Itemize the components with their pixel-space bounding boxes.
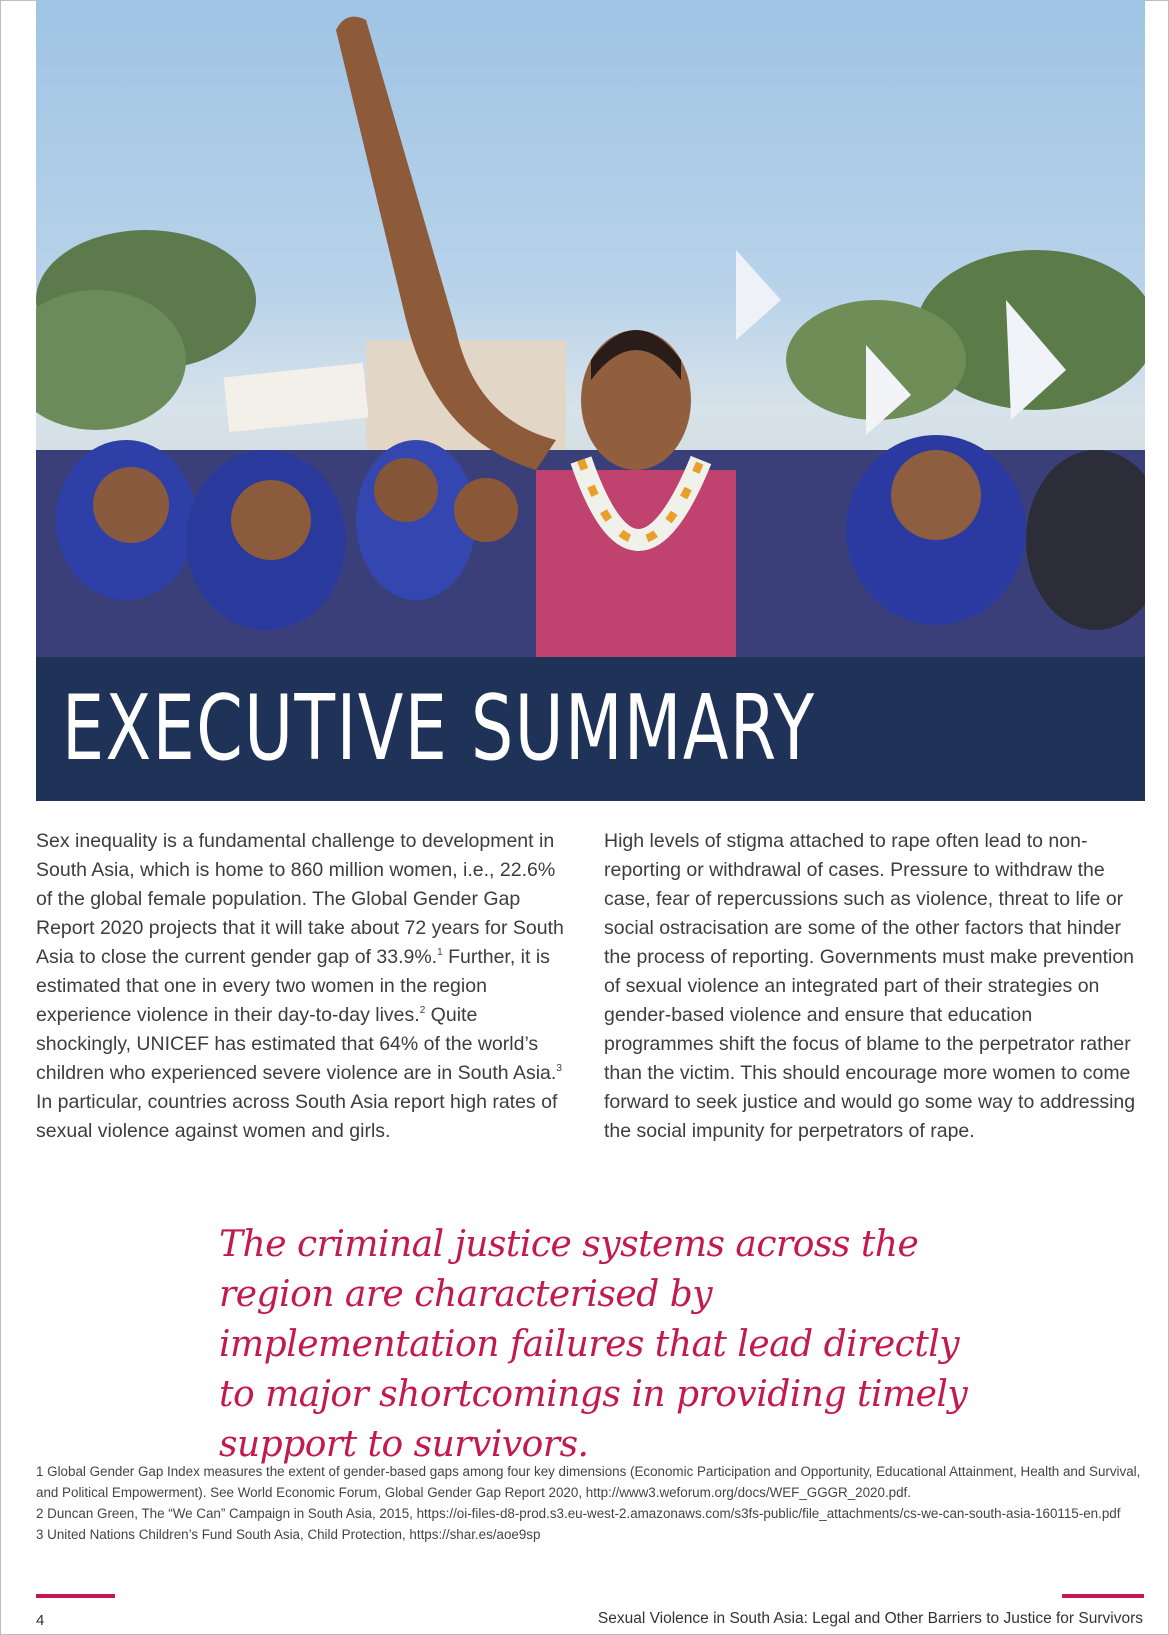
body-right-column: High levels of stigma attached to rape often lead to non-reporting or withdrawal of cases. Pressure to withdraw the case, fear of repercussions such as violence, threat to life or social ostracisation are some of the other factors that hinder the process of reporting. Governments must make prevention of sexual violence an integrated part of their strategies on gender-based violence and ensure that education programmes shift the focus of blame to the perpetrator rather than the victim. This should encourage more women to come forward to seek justice and would go some way to addressing the social impunity for perpetrators of rape. bbox=[604, 830, 1136, 1142]
footnotes bbox=[36, 1461, 1151, 1545]
pull-quote: The criminal justice systems across the region are characterised by implementation failures that lead directly to major shortcomings in providing timely support to survivors. bbox=[219, 1224, 968, 1465]
footer-rule-right bbox=[1062, 1594, 1144, 1598]
footnote-ref[interactable]: 2 bbox=[419, 1005, 426, 1016]
footnote-3: 3 United Nations Children’s Fund South Asia, Child Protection, https://shar.es/aoe9sp bbox=[36, 1527, 541, 1542]
body-text: Sex inequality is a fundamental challenge to development in South Asia, which is home to 860 million women, i.e., 22.6% of the global female population. The Global Gender Gap Report 2020 projects that it will take about 72 years for South Asia to close the current gender gap of 33.9%. bbox=[36, 830, 564, 968]
protest-illustration bbox=[36, 0, 1145, 657]
face-1 bbox=[93, 467, 169, 543]
face-3 bbox=[374, 458, 438, 522]
page-title: EXECUTIVE SUMMARY bbox=[62, 676, 816, 781]
footnote-ref[interactable]: 3 bbox=[556, 1063, 562, 1074]
footnote-1: 1 Global Gender Gap Index measures the extent of gender-based gaps among four key dimensions (Economic Participation and Opportunity, Educational Attainment, Health and Survival, and Political Empowerment). See World Economic Forum, Global Gender Gap Report 2020, http://www3.weforum.org/docs/WEF_GGGR_2020.pdf. bbox=[36, 1464, 1141, 1500]
face-5 bbox=[891, 450, 981, 540]
footnote-ref[interactable]: 1 bbox=[437, 947, 443, 958]
protest-photo bbox=[36, 0, 1145, 657]
face-4 bbox=[454, 478, 518, 542]
placard bbox=[224, 363, 369, 432]
body-left-column bbox=[36, 827, 576, 1146]
title-banner bbox=[36, 657, 1145, 801]
running-title: Sexual Violence in South Asia: Legal and Other Barriers to Justice for Survivors bbox=[597, 1610, 1143, 1627]
body-text: Further, it is estimated that one in every two women in the region experience violence in their day-to-day lives. bbox=[36, 946, 550, 1026]
central-person-face bbox=[581, 330, 691, 470]
central-person-dress bbox=[536, 470, 736, 657]
body-text: Quite shockingly, UNICEF has estimated that 64% of the world’s children who experienced severe violence are in South Asia. bbox=[36, 1004, 557, 1084]
body-text: In particular, countries across South Asia report high rates of sexual violence against women and girls. bbox=[36, 1091, 558, 1142]
face-2 bbox=[231, 480, 311, 560]
page-number: 4 bbox=[36, 1612, 45, 1629]
footer-rule-left bbox=[36, 1594, 115, 1598]
footnote-2: 2 Duncan Green, The “We Can” Campaign in South Asia, 2015, https://oi-files-d8-prod.s3.eu-west-2.amazonaws.com/s3fs-public/file_attachments/cs-we-can-south-asia-160115-en.pdf bbox=[36, 1506, 1121, 1521]
flag-1 bbox=[736, 250, 781, 340]
